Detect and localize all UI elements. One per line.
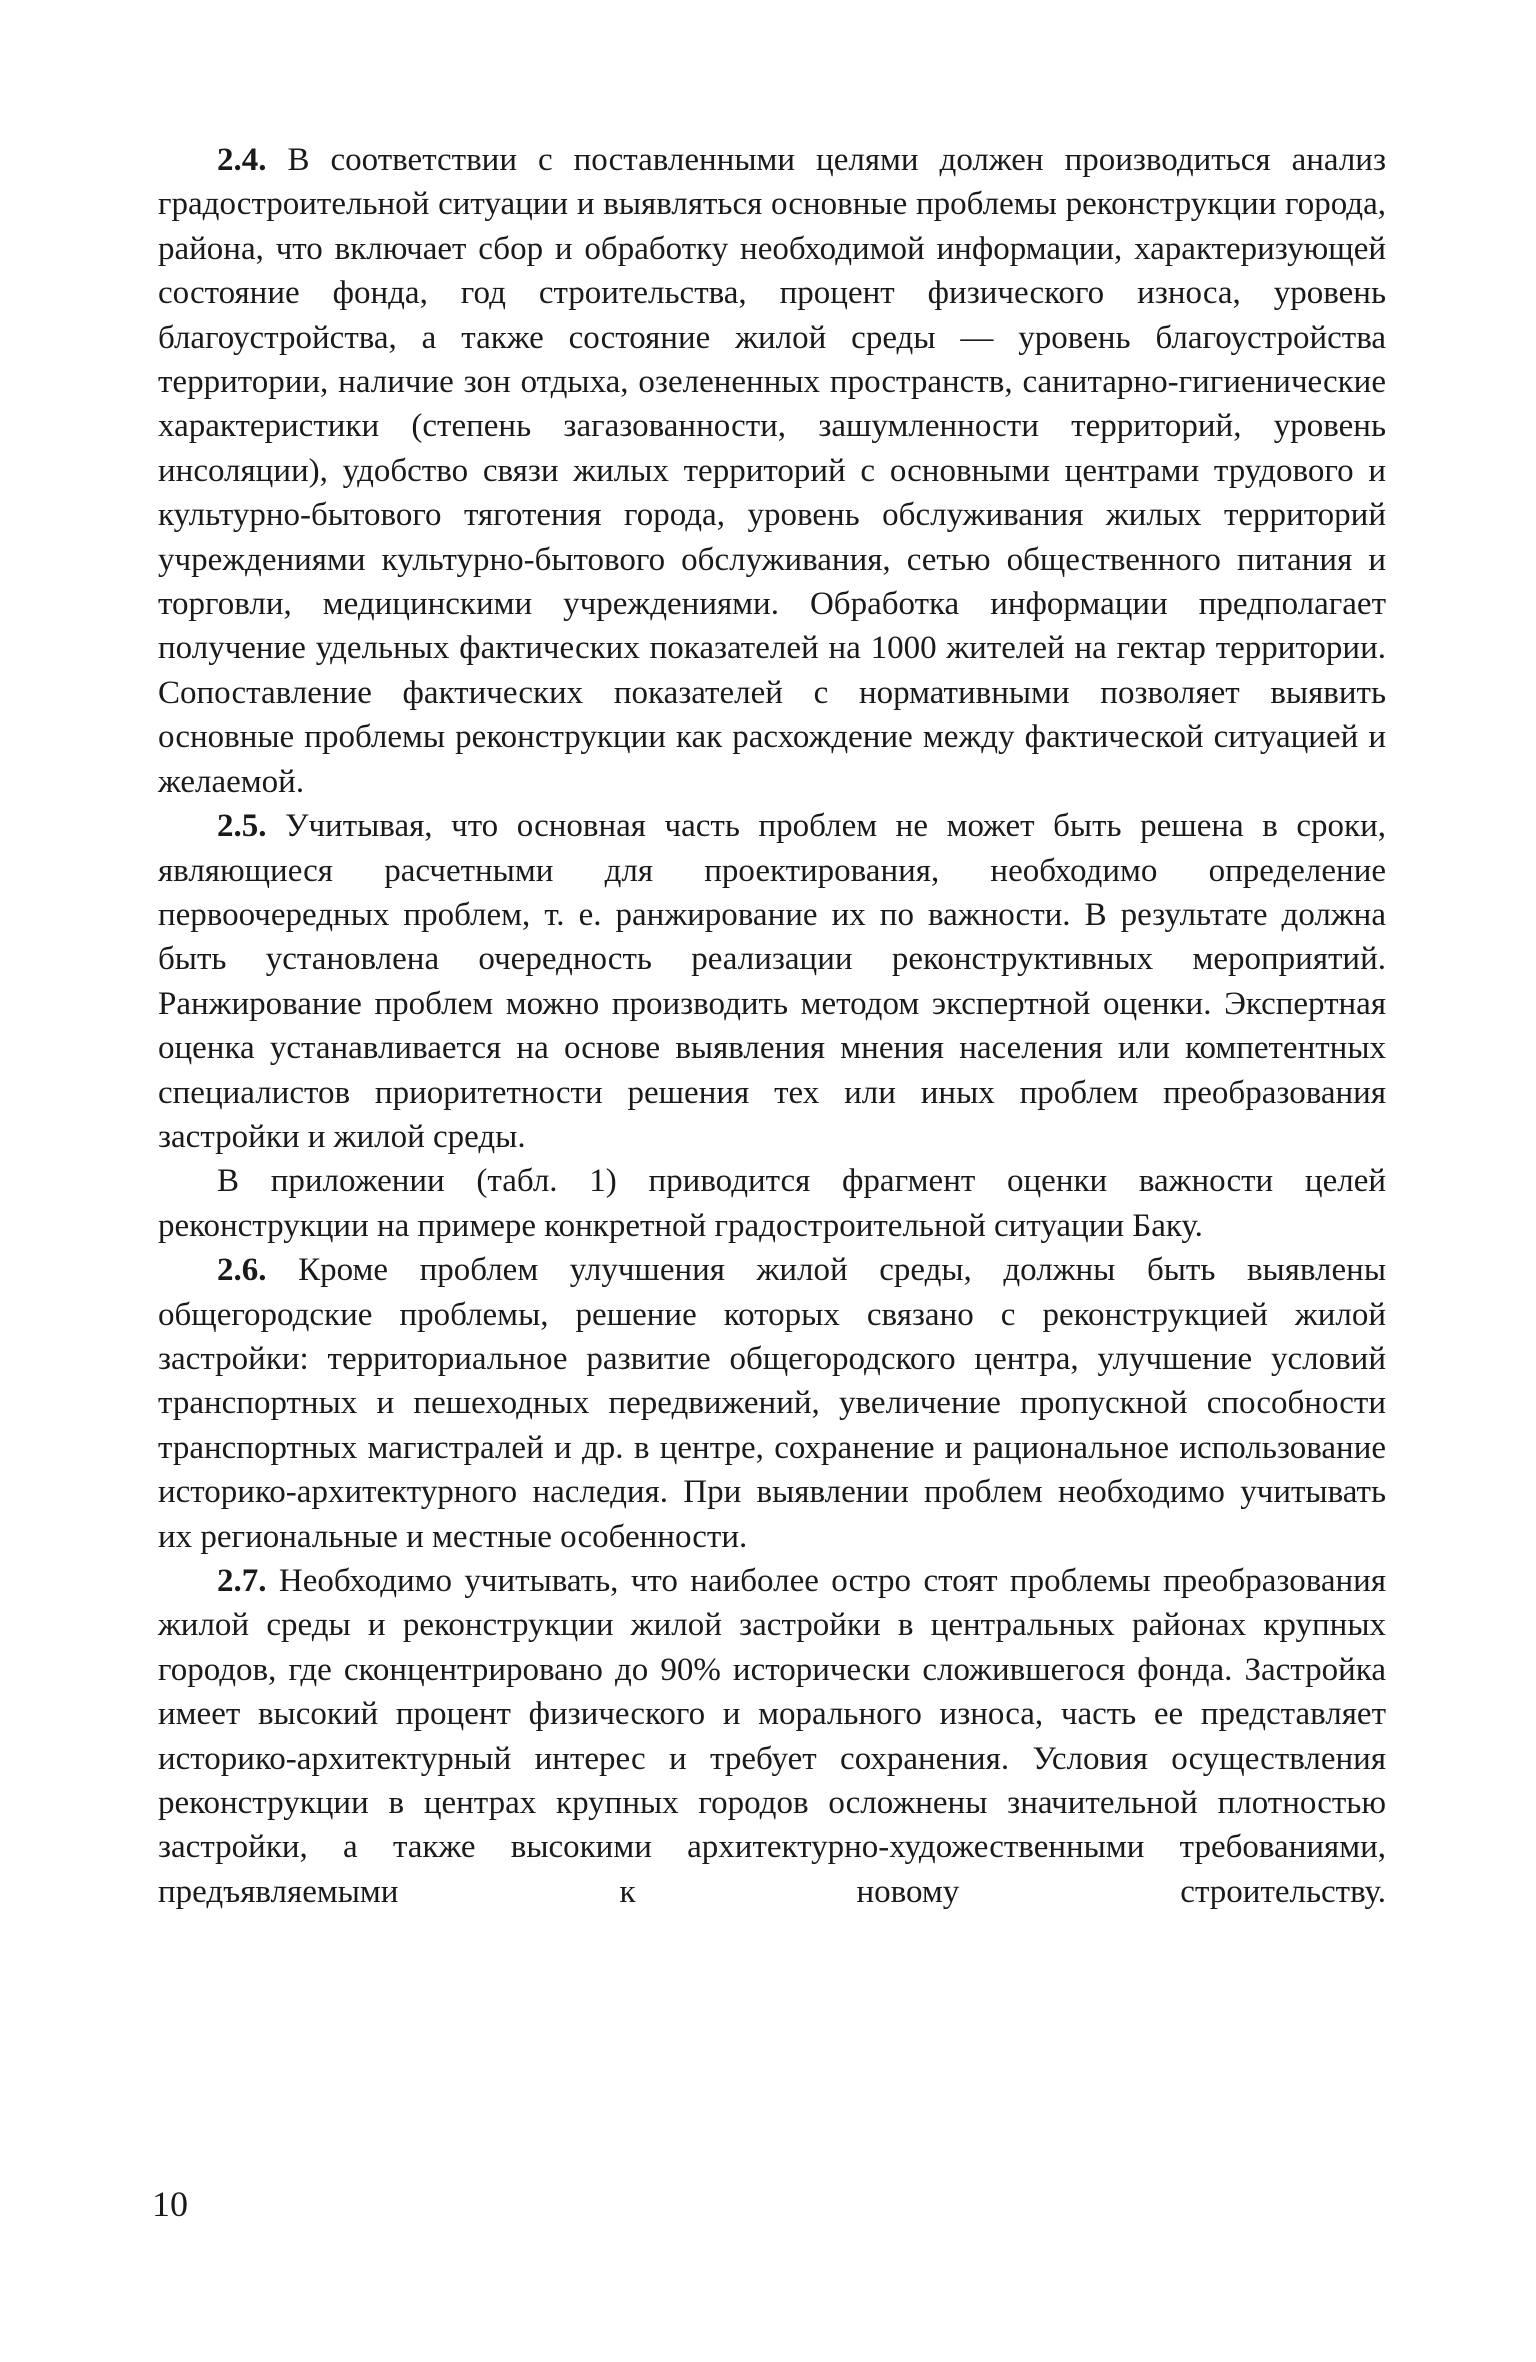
paragraph-text: Учитывая, что основная часть проблем не может быть решена в сроки, являющиеся расчетными для проектирования, необходимо определение первоочередных проблем, т. е. ранжирование их по важности. В результате должна быть установлена очередность реализации реконструктивных мероприятий. Ранжирование проблем можно производить методом экспертной оценки. Экспертная оценка устанавливается на основе выявления мнения населения или компетентных специалистов приоритетности решения тех или иных проблем преобразования застройки и жилой среды. [158, 808, 1386, 1155]
paragraph-2-7 [158, 1559, 1386, 1914]
paragraph-2-4 [158, 138, 1386, 804]
paragraph-text: Кроме проблем улучшения жилой среды, должны быть выявлены общегородские проблемы, решение которых связано с реконструкцией жилой застройки: территориальное развитие общегородского центра, улучшение условий транспортных и пешеходных передвижений, увеличение пропускной способности транспортных магистралей и др. в центре, сохранение и рациональное использование историко-архитектурного наследия. При выявлении проблем необходимо учитывать их региональные и местные особенности. [158, 1252, 1386, 1555]
paragraph-text: В соответствии с поставленными целями должен производиться анализ градостроительной ситуации и выявляться основные проблемы реконструкции города, района, что включает сбор и обработку необходимой информации, характеризующей состояние фонда, год строительства, процент физического износа, уровень благоустройства, а также состояние жилой среды — уровень благоустройства территории, наличие зон отдыха, озелененных пространств, санитарно-гигиенические характеристики (степень загазованности, зашумленности территорий, уровень инсоляции), удобство связи жилых территорий с основными центрами трудового и культурно-бытового тяготения города, уровень обслуживания жилых территорий учреждениями культурно-бытового обслуживания, сетью общественного питания и торговли, медицинскими учреждениями. Обработка информации предполагает получение удельных фактических показателей на 1000 жителей на гектар территории. Сопоставление фактических показателей с нормативными позволяет выявить основные проблемы реконструкции как расхождение между фактической ситуацией и желаемой. [158, 142, 1386, 800]
page-number: 10 [152, 2184, 188, 2224]
paragraph-2-5 [158, 804, 1386, 1159]
paragraph-2-6 [158, 1248, 1386, 1559]
paragraph-text: Необходимо учитывать, что наиболее остро стоят проблемы преобразования жилой среды и реконструкции жилой застройки в центральных районах крупных городов, где сконцентрировано до 90% исторически сложившегося фонда. Застройка имеет высокий процент физического и морального износа, часть ее представляет историко-архитектурный интерес и требует сохранения. Условия осуществления реконструкции в центрах крупных городов осложнены значительной плотностью застройки, а также высокими архитектурно-художественными требованиями, предъявляемыми к новому строительству. [158, 1563, 1386, 1910]
paragraph-number: 2.5. [217, 808, 267, 845]
paragraph-number: 2.6. [217, 1252, 267, 1289]
paragraph-number: 2.4. [217, 142, 267, 178]
paragraph-appendix-note [158, 1159, 1386, 1248]
body-text [158, 138, 1386, 1914]
paragraph-text: В приложении (табл. 1) приводится фрагмент оценки важности целей реконструкции на примере конкретной градостроительной ситуации Баку. [158, 1163, 1386, 1244]
paragraph-number: 2.7. [217, 1563, 267, 1599]
